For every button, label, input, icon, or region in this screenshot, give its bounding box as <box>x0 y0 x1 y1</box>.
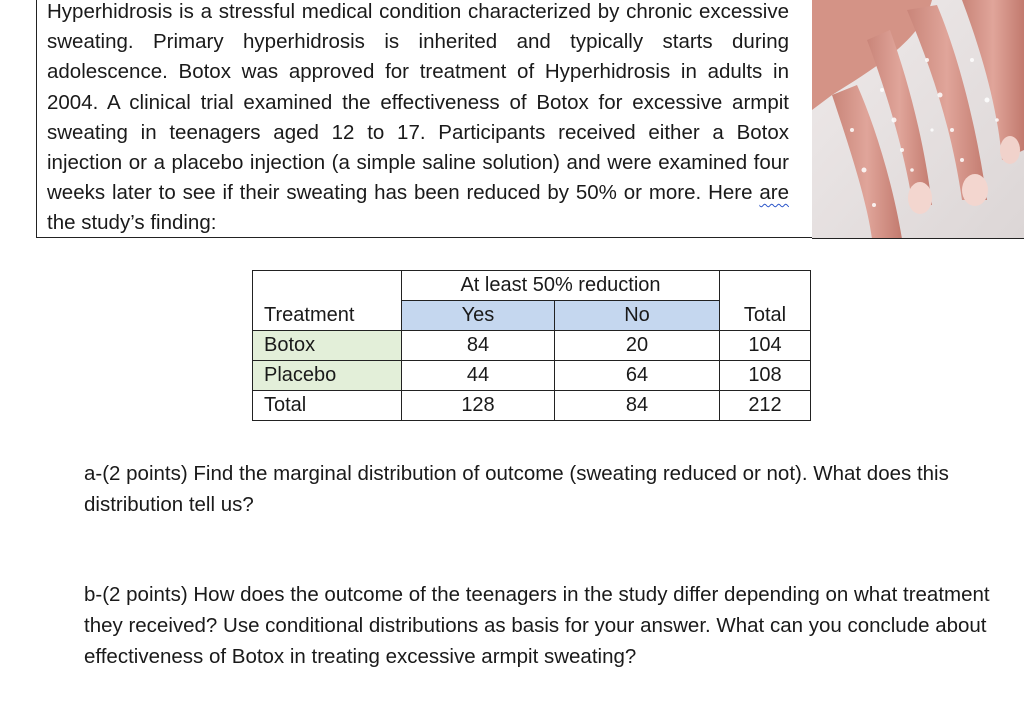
row-label: Botox <box>253 331 402 361</box>
table-row <box>253 361 811 391</box>
cell-total: 104 <box>720 331 811 361</box>
table-header-row-2 <box>253 301 811 331</box>
cell-no: 84 <box>555 391 720 421</box>
total-header: Total <box>720 301 811 331</box>
intro-text-part2: the study’s finding: <box>47 211 217 235</box>
table-header-row-1 <box>253 271 811 301</box>
cell-yes: 44 <box>402 361 555 391</box>
yes-header: Yes <box>402 301 555 331</box>
question-a: a-(2 points) Find the marginal distribution of outcome (sweating reduced or not). What does this distribution tell us? <box>84 462 949 516</box>
row-label: Placebo <box>253 361 402 391</box>
table-corner-cell-right <box>720 271 811 301</box>
group-header-cell: At least 50% reduction <box>402 271 720 301</box>
cell-no: 64 <box>555 361 720 391</box>
question-b: b-(2 points) How does the outcome of the teenagers in the study differ depending on what treatment they received? Use conditional distributions as basis for your answer. What can you conclude about effectiveness of Botox in treating excessive armpit sweating? <box>84 583 990 668</box>
cell-no: 20 <box>555 331 720 361</box>
hand-illustration <box>812 0 1024 239</box>
intro-text-part1: Hyperhidrosis is a stressful medical condition characterized by chronic excessive sweating. Primary hyperhidrosis is inherited and typically starts during adolescence. Botox was approved for treatment of Hyperhidrosis in adults in 2004. A clinical trial examined the effectiveness of Botox for excessive armpit sweating in teenagers aged 12 to 17. Participants received either a Botox injection or a placebo injection (a simple saline solution) and were examined four weeks later to see if their sweating has been reduced by 50% or more. Here <box>47 0 789 205</box>
sweaty-hand-photo <box>812 0 1024 239</box>
cell-yes: 84 <box>402 331 555 361</box>
row-label: Total <box>253 391 402 421</box>
cell-total: 108 <box>720 361 811 391</box>
table-row <box>253 391 811 421</box>
spellcheck-squiggle-word: are <box>759 181 789 205</box>
cell-total: 212 <box>720 391 811 421</box>
intro-paragraph <box>47 0 789 239</box>
cell-yes: 128 <box>402 391 555 421</box>
table-corner-cell <box>253 271 402 301</box>
treatment-header: Treatment <box>253 301 402 331</box>
no-header: No <box>555 301 720 331</box>
table-row <box>253 331 811 361</box>
contingency-table <box>252 270 811 421</box>
